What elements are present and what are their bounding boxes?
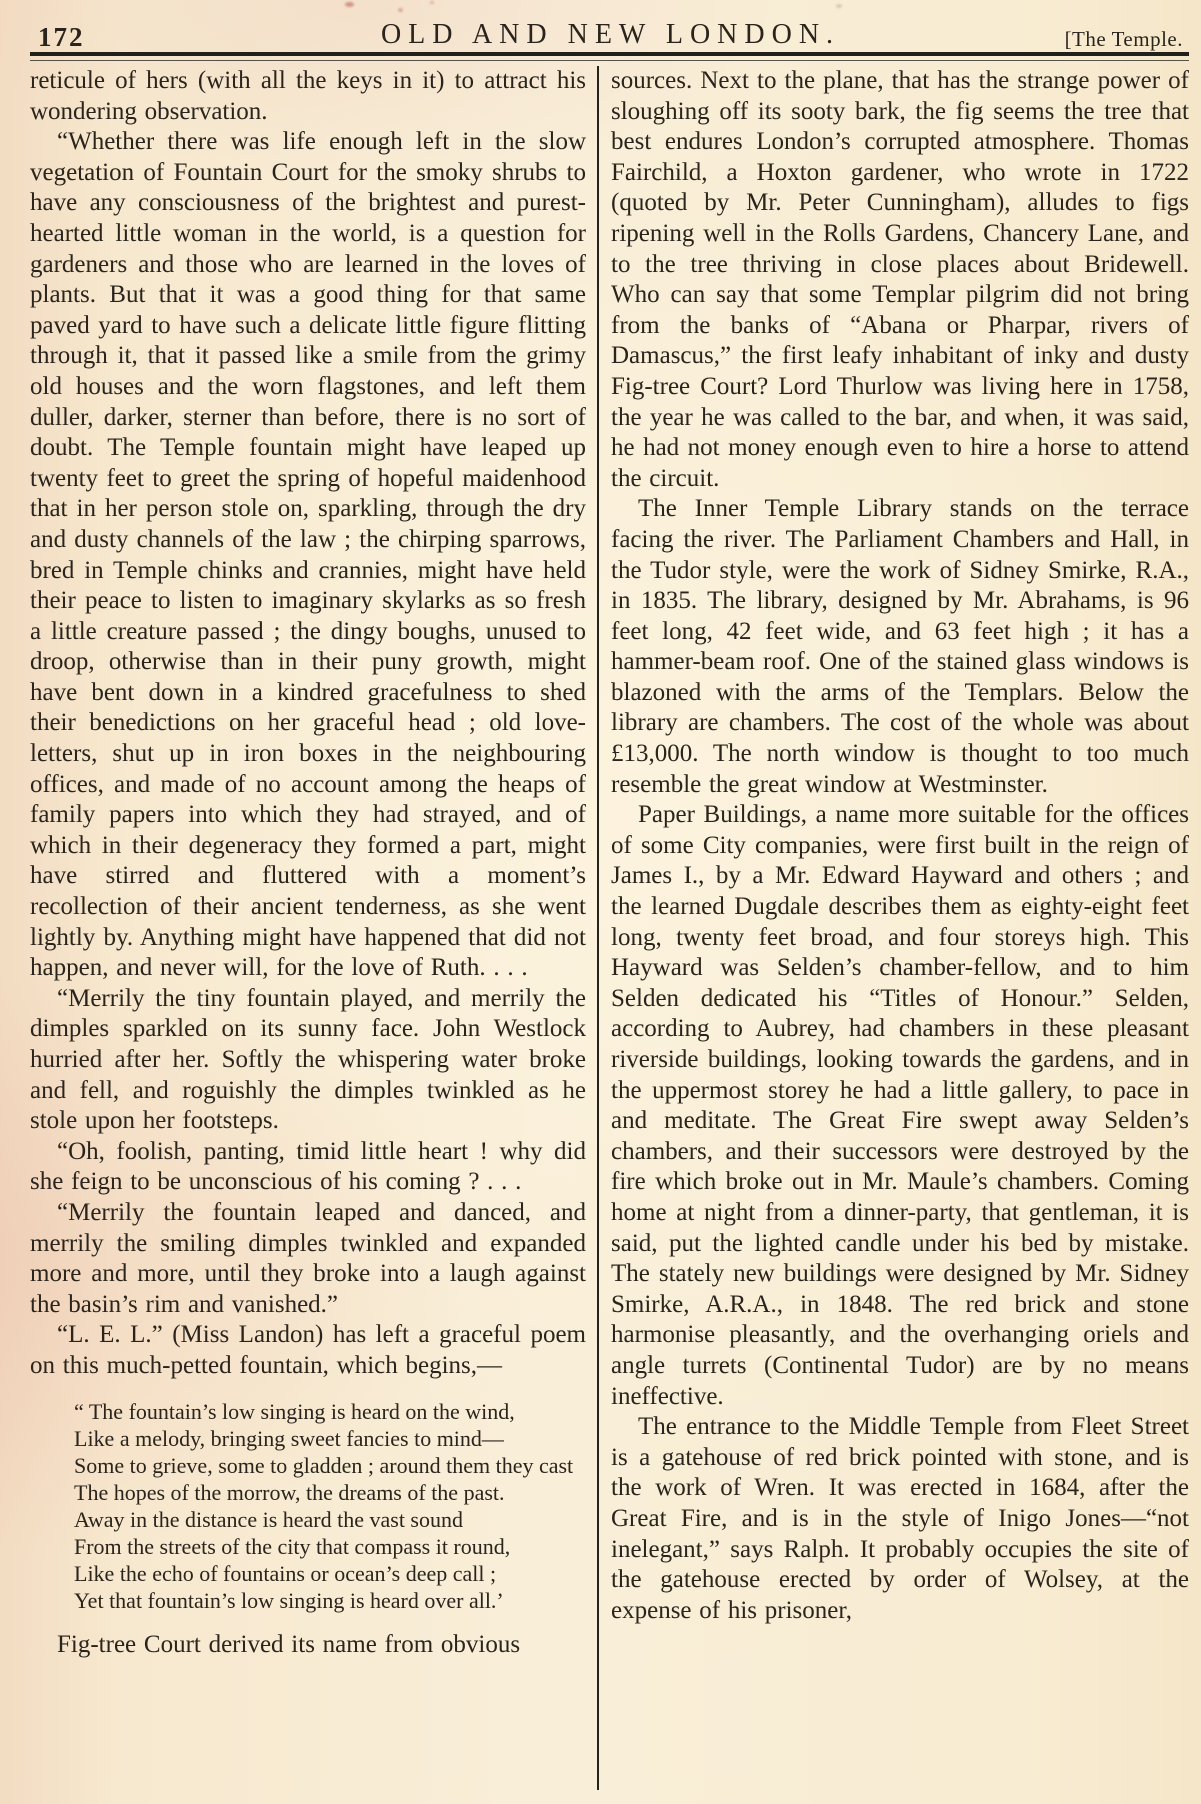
paragraph: The Inner Temple Library stands on the terrace facing the river. The Parliament Chambers and Hall, in the Tudor style, were the work of Sidney Smirke, R.A., in 1835. The library, designed by Mr. Abrahams, is 96 feet long, 42 feet wide, and 63 feet high ; it has a hammer-beam roof. One of the stained glass windows is blazoned with the arms of the Templars. Below the library are chambers. The cost of the whole was about £13,000. The north window is thought to too much resemble the great window at Westminster.: [611, 495, 1189, 798]
scan-speckle: [430, 1, 434, 4]
running-note: [The Temple.: [1064, 27, 1183, 51]
poem-line: The hopes of the morrow, the dreams of the past.: [74, 1479, 505, 1505]
running-head: [36, 16, 1185, 50]
poem-line: From the streets of the city that compass it round,: [74, 1533, 511, 1559]
column-divider-rule: [597, 66, 599, 1790]
paragraph: “Whether there was life enough left in the slow vegetation of Fountain Court for the smoky shrubs to have any consciousness of the brightest and purest-hearted little woman in the world, is a question for gardeners and those who are learned in the loves of plants. But that it was a good thing for that same paved yard to have such a delicate little figure flitting through it, that it passed like a smile from the grimy old houses and the worn flagstones, and left them duller, darker, sterner than before, there is no sort of doubt. The Temple fountain might have leaped up twenty feet to greet the spring of hopeful maidenhood that in her person stole on, sparkling, through the dry and dusty channels of the law ; the chirping sparrows, bred in Temple chinks and crannies, might have held their peace to listen to imaginary skylarks as so fresh a little creature passed ; the dingy boughs, unused to droop, otherwise than in their puny growth, might have bent down in a kindred gracefulness to shed their benedictions on her graceful head ; old love-letters, shut up in iron boxes in the neighbouring offices, and made of no account among the heaps of family papers into which they had strayed, and of which in their degeneracy they formed a part, might have stirred and fluttered with a moment’s recollection of their ancient tenderness, as she went lightly by. Anything might have happened that did not happen, and never will, for the love of Ruth. . . .: [30, 128, 586, 982]
scan-speckle: [836, 4, 842, 8]
paragraph: reticule of hers (with all the keys in it) to attract his wondering observation.: [30, 67, 586, 125]
paragraph: “Oh, foolish, panting, timid little heart ! why did she feign to be unconscious of his coming ? . . .: [30, 1137, 586, 1196]
paragraph: “L. E. L.” (Miss Landon) has left a graceful poem on this much-petted fountain, which begins,—: [30, 1321, 586, 1379]
book-title: OLD AND NEW LONDON.: [380, 19, 841, 50]
poem-quotation: [74, 1398, 586, 1614]
paragraph: Paper Buildings, a name more suitable for the offices of some City companies, were first built in the reign of James I., by a Mr. Edward Hayward and others ; and the learned Dugdale describes them as eighty-eight feet long, twenty feet broad, and four storeys high. This Hayward was Selden’s chamber-fellow, and to him Selden dedicated his “Titles of Honour.” Selden, according to Aubrey, had chambers in these pleasant riverside buildings, looking towards the gardens, and in the uppermost storey he had a little gallery, to pace in and meditate. The Great Fire swept away Selden’s chambers, and their successors were destroyed by the fire which broke out in Mr. Maule’s chambers. Coming home at night from a dinner-party, that gentleman, it is said, put the lighted candle under his bed by mistake. The stately new buildings were designed by Mr. Sidney Smirke, A.R.A., in 1848. The red brick and stone harmonise pleasantly, and the overhanging oriels and angle turrets (Continental Tudor) are by no means ineffective.: [611, 801, 1189, 1410]
paragraph: Fig-tree Court derived its name from obvious: [57, 1630, 521, 1658]
paragraph: “Merrily the tiny fountain played, and merrily the dimples sparkled on its sunny face. John Westlock hurried after her. Softly the whispering water broke and fell, and roguishly the dimples twinkled as he stole upon her footsteps.: [30, 984, 586, 1135]
poem-line: Like a melody, bringing sweet fancies to mind—: [74, 1425, 504, 1451]
poem-line: Some to grieve, some to gladden ; around them they cast: [74, 1452, 574, 1478]
scan-speckle: [398, 8, 403, 12]
text-columns: [30, 66, 1189, 1804]
paragraph: The entrance to the Middle Temple from Fleet Street is a gatehouse of red brick pointed with stone, and is the work of Wren. It was erected in 1684, after the Great Fire, and is in the style of Inigo Jones—“not inelegant,” says Ralph. It probably occupies the site of the gatehouse erected by order of Wolsey, at the expense of his prisoner,: [611, 1413, 1189, 1624]
scan-speckle: [345, 2, 354, 7]
page-number: 172: [38, 22, 85, 52]
poem-line: Like the echo of fountains or ocean’s deep call ;: [74, 1560, 497, 1586]
poem-line: Yet that fountain’s low singing is heard over all.’: [74, 1587, 504, 1613]
right-column: [611, 66, 1189, 1804]
poem-line: “ The fountain’s low singing is heard on the wind,: [74, 1398, 515, 1424]
poem-line: Away in the distance is heard the vast sound: [74, 1506, 463, 1532]
left-column: [30, 66, 586, 1804]
header-rule: [30, 52, 1189, 61]
paragraph: “Merrily the fountain leaped and danced, and merrily the smiling dimples twinkled and expanded more and more, until they broke into a laugh against the basin’s rim and vanished.”: [30, 1198, 586, 1318]
paragraph: sources. Next to the plane, that has the strange power of sloughing off its sooty bark, the fig seems the tree that best endures London’s corrupted atmosphere. Thomas Fairchild, a Hoxton gardener, who wrote in 1722 (quoted by Mr. Peter Cunningham), alludes to figs ripening well in the Rolls Gardens, Chancery Lane, and to the tree thriving in close places about Bridewell. Who can say that some Templar pilgrim did not bring from the banks of “Abana or Pharpar, rivers of Damascus,” the first leafy inhabitant of inky and dusty Fig-tree Court? Lord Thurlow was living here in 1758, the year he was called to the bar, and when, it was said, he had not money enough even to hire a horse to attend the circuit.: [611, 67, 1189, 492]
